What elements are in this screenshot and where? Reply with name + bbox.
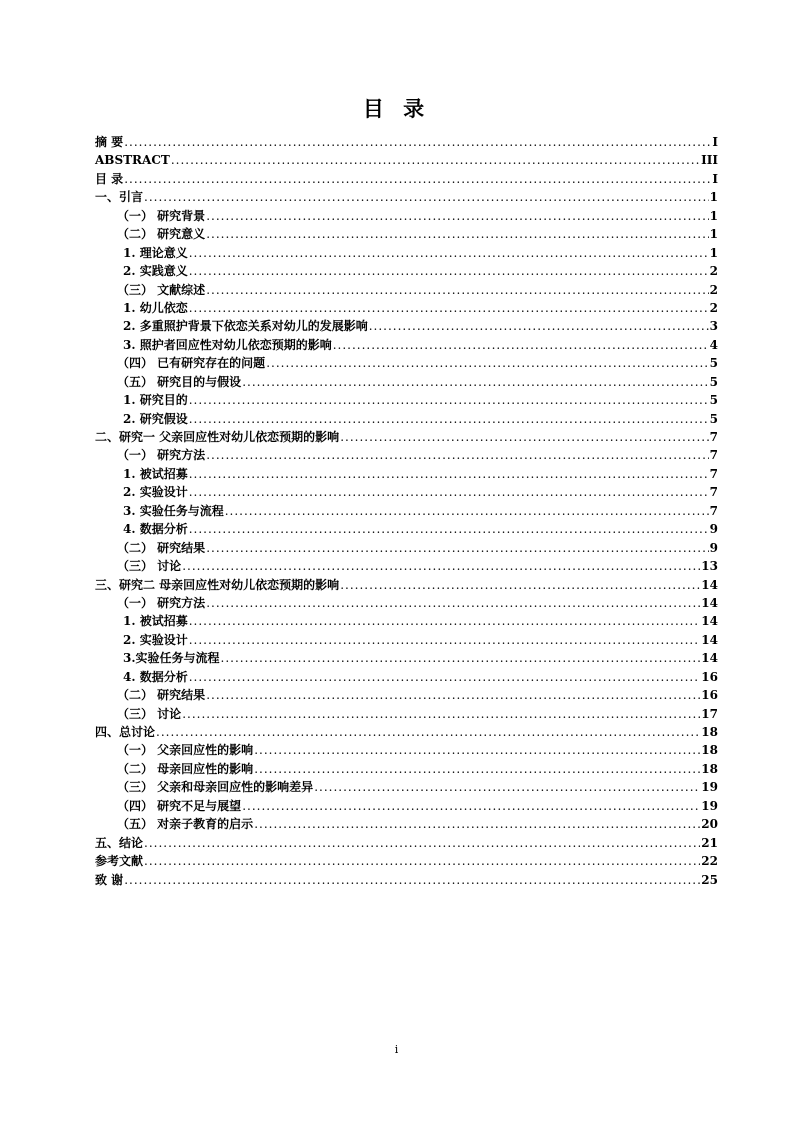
toc-entry-page-number: I [712, 171, 718, 186]
toc-entry-page-number: 1 [709, 227, 718, 242]
dot-leader [189, 668, 701, 686]
toc-entry[interactable] [95, 741, 718, 759]
toc-entry-label: （二） 母亲回应性的影响 [117, 761, 254, 776]
toc-entry-page-number: 21 [701, 835, 718, 850]
toc-entry[interactable] [95, 576, 718, 594]
toc-entry-label: 二、研究一 父亲回应性对幼儿依恋预期的影响 [95, 430, 340, 444]
toc-entry[interactable] [95, 188, 718, 206]
toc-entry-page-number: 2 [709, 282, 718, 297]
toc-entry-page-number: 14 [701, 632, 718, 647]
toc-entry[interactable] [95, 594, 718, 612]
dot-leader [206, 594, 700, 612]
toc-entry[interactable] [95, 317, 718, 335]
toc-entry[interactable] [95, 631, 718, 649]
toc-entry-label: ABSTRACT [95, 153, 170, 168]
toc-entry-page-number: 7 [709, 466, 718, 481]
dot-leader [189, 410, 709, 428]
dot-leader [189, 631, 701, 649]
toc-entry[interactable] [95, 539, 718, 557]
dot-leader [144, 834, 700, 852]
toc-entry-label: 三、研究二 母亲回应性对幼儿依恋预期的影响 [95, 577, 340, 592]
dot-leader [182, 557, 700, 575]
toc-entry-label: 四、总讨论 [95, 725, 156, 739]
toc-entry-label: （五） 研究目的与假设 [117, 374, 242, 389]
toc-entry[interactable] [95, 649, 718, 667]
toc-entry-page-number: 14 [701, 614, 718, 629]
toc-entry-page-number: 22 [701, 854, 718, 869]
toc-entry-label: （五） 对亲子教育的启示 [117, 817, 254, 832]
toc-entry[interactable] [95, 723, 718, 741]
dot-leader [221, 649, 701, 667]
dot-leader [124, 871, 700, 889]
toc-entry-page-number: 7 [709, 430, 718, 444]
toc-entry[interactable] [95, 151, 718, 169]
toc-entry[interactable] [95, 797, 718, 815]
toc-entry-page-number: 17 [701, 706, 718, 721]
toc-entry-page-number: 4 [709, 337, 718, 352]
toc-entry[interactable] [95, 336, 718, 354]
toc-entry-page-number: 18 [701, 761, 718, 776]
toc-entry-page-number: 5 [709, 374, 718, 389]
dot-leader [189, 244, 709, 262]
dot-leader [206, 446, 708, 464]
toc-entry-label: 1. 被试招募 [123, 614, 188, 629]
dot-leader [266, 354, 708, 372]
toc-entry-label: 4. 数据分析 [123, 669, 188, 684]
toc-entry-page-number: 1 [709, 208, 718, 223]
toc-entry[interactable] [95, 502, 718, 520]
toc-entry-page-number: 1 [709, 245, 718, 260]
toc-entry-label: （三） 讨论 [117, 559, 182, 574]
toc-entry-page-number: 1 [709, 190, 718, 205]
toc-entry-label: 2. 研究假设 [123, 411, 188, 426]
toc-entry-label: （二） 研究意义 [117, 227, 206, 242]
toc-entry-page-number: 9 [709, 522, 718, 537]
toc-entry[interactable] [95, 391, 718, 409]
toc-entry[interactable] [95, 281, 718, 299]
toc-entry-page-number: 7 [709, 485, 718, 500]
toc-entry[interactable] [95, 299, 718, 317]
toc-entry[interactable] [95, 225, 718, 243]
dot-leader [189, 483, 709, 501]
dot-leader [124, 133, 711, 151]
dot-leader [225, 502, 709, 520]
dot-leader [254, 815, 700, 833]
dot-leader [171, 151, 700, 169]
toc-entry-label: 2. 实践意义 [123, 264, 188, 279]
dot-leader [189, 520, 709, 538]
toc-entry-label: 一、引言 [95, 190, 144, 205]
toc-entry-page-number: 14 [701, 577, 718, 592]
toc-entry[interactable] [95, 354, 718, 372]
dot-leader [369, 317, 709, 335]
dot-leader [340, 428, 708, 446]
toc-entry-page-number: 5 [709, 356, 718, 371]
toc-entry-page-number: 19 [701, 780, 718, 795]
toc-entry-page-number: 16 [701, 669, 718, 684]
dot-leader [242, 373, 708, 391]
toc-entry[interactable] [95, 170, 718, 188]
toc-entry-label: 目 录 [95, 171, 124, 186]
toc-entry-label: 3. 照护者回应性对幼儿依恋预期的影响 [123, 337, 332, 352]
toc-entry-label: （二） 研究结果 [117, 540, 206, 555]
toc-entry-page-number: 7 [709, 503, 718, 518]
toc-entry-label: 3. 实验任务与流程 [123, 503, 224, 518]
toc-entry[interactable] [95, 373, 718, 391]
dot-leader [189, 299, 709, 317]
dot-leader [189, 612, 701, 630]
toc-entry[interactable] [95, 410, 718, 428]
dot-leader [314, 778, 700, 796]
toc-entry-label: 参考文献 [95, 854, 144, 869]
dot-leader [144, 188, 709, 206]
toc-entry[interactable] [95, 686, 718, 704]
dot-leader [182, 705, 700, 723]
toc-entry-label: 五、结论 [95, 835, 144, 850]
toc-entry-page-number: 5 [709, 393, 718, 408]
toc-entry-label: （二） 研究结果 [117, 688, 206, 703]
toc-entry-label: 摘 要 [95, 135, 124, 149]
toc-entry-page-number: 9 [709, 540, 718, 555]
toc-entry-label: （一） 父亲回应性的影响 [117, 743, 254, 758]
dot-leader [242, 797, 700, 815]
toc-entry-page-number: 2 [709, 300, 718, 315]
toc-entry[interactable] [95, 705, 718, 723]
toc-entry-page-number: 18 [701, 743, 718, 758]
toc-entry-label: 1. 幼儿依恋 [123, 300, 188, 315]
dot-leader [206, 281, 708, 299]
toc-entry-label: 4. 数据分析 [123, 522, 188, 537]
dot-leader [144, 852, 700, 870]
toc-entry[interactable] [95, 465, 718, 483]
page-title: 目 录 [362, 97, 431, 121]
toc-entry-page-number: I [712, 135, 718, 149]
toc-entry[interactable] [95, 871, 718, 889]
toc-entry-label: 3.实验任务与流程 [123, 651, 220, 666]
toc-entry[interactable] [95, 852, 718, 870]
toc-entry-page-number: 14 [701, 595, 718, 610]
toc-entry-label: （三） 讨论 [117, 706, 182, 721]
toc-entry[interactable] [95, 612, 718, 630]
dot-leader [206, 225, 708, 243]
toc-entry-page-number: 20 [701, 817, 718, 832]
toc-entry-page-number: 14 [701, 651, 718, 666]
toc-entry-page-number: 19 [701, 798, 718, 813]
toc-entry-label: 致 谢 [95, 872, 124, 887]
toc-entry-label: （四） 研究不足与展望 [117, 798, 242, 813]
toc-entry[interactable] [95, 520, 718, 538]
toc-entry[interactable] [95, 483, 718, 501]
dot-leader [206, 207, 708, 225]
toc-entry[interactable] [95, 207, 718, 225]
toc-entry-label: （一） 研究方法 [117, 448, 206, 463]
dot-leader [156, 723, 700, 741]
toc-entry[interactable] [95, 446, 718, 464]
toc-entry-label: 2. 实验设计 [123, 632, 188, 647]
toc-entry[interactable] [95, 668, 718, 686]
toc-entry-page-number: 5 [709, 411, 718, 426]
toc-entry[interactable] [95, 428, 718, 446]
toc-entry-page-number: III [701, 153, 718, 168]
dot-leader [189, 391, 709, 409]
toc-entry-label: 1. 被试招募 [123, 466, 188, 481]
toc-entry-label: （一） 研究方法 [117, 595, 206, 610]
dot-leader [206, 539, 708, 557]
toc-entry[interactable] [95, 815, 718, 833]
toc-entry-label: （三） 父亲和母亲回应性的影响差异 [117, 780, 314, 795]
toc-entry-page-number: 3 [709, 319, 718, 334]
dot-leader [189, 465, 709, 483]
toc-entry[interactable] [95, 557, 718, 575]
footer-page-number: i [394, 1043, 399, 1056]
dot-leader [124, 170, 711, 188]
table-of-contents [95, 133, 718, 889]
toc-entry-page-number: 13 [701, 559, 718, 574]
dot-leader [333, 336, 709, 354]
toc-entry[interactable] [95, 760, 718, 778]
toc-entry-page-number: 16 [701, 688, 718, 703]
dot-leader [340, 576, 700, 594]
toc-entry-label: 2. 实验设计 [123, 485, 188, 500]
toc-entry[interactable] [95, 834, 718, 852]
toc-entry-label: 2. 多重照护背景下依恋关系对幼儿的发展影响 [123, 319, 368, 334]
toc-entry-label: 1. 理论意义 [123, 245, 188, 260]
toc-entry[interactable] [95, 133, 718, 151]
toc-entry[interactable] [95, 778, 718, 796]
toc-entry-page-number: 2 [709, 264, 718, 279]
toc-entry-page-number: 18 [701, 725, 718, 739]
toc-entry[interactable] [95, 244, 718, 262]
toc-entry[interactable] [95, 262, 718, 280]
toc-entry-label: （一） 研究背景 [117, 208, 206, 223]
toc-entry-page-number: 7 [709, 448, 718, 463]
dot-leader [254, 741, 700, 759]
dot-leader [206, 686, 700, 704]
dot-leader [254, 760, 700, 778]
toc-entry-page-number: 25 [701, 872, 718, 887]
toc-entry-label: （四） 已有研究存在的问题 [117, 356, 266, 371]
toc-entry-label: （三） 文献综述 [117, 282, 206, 297]
toc-entry-label: 1. 研究目的 [123, 393, 188, 408]
dot-leader [189, 262, 709, 280]
